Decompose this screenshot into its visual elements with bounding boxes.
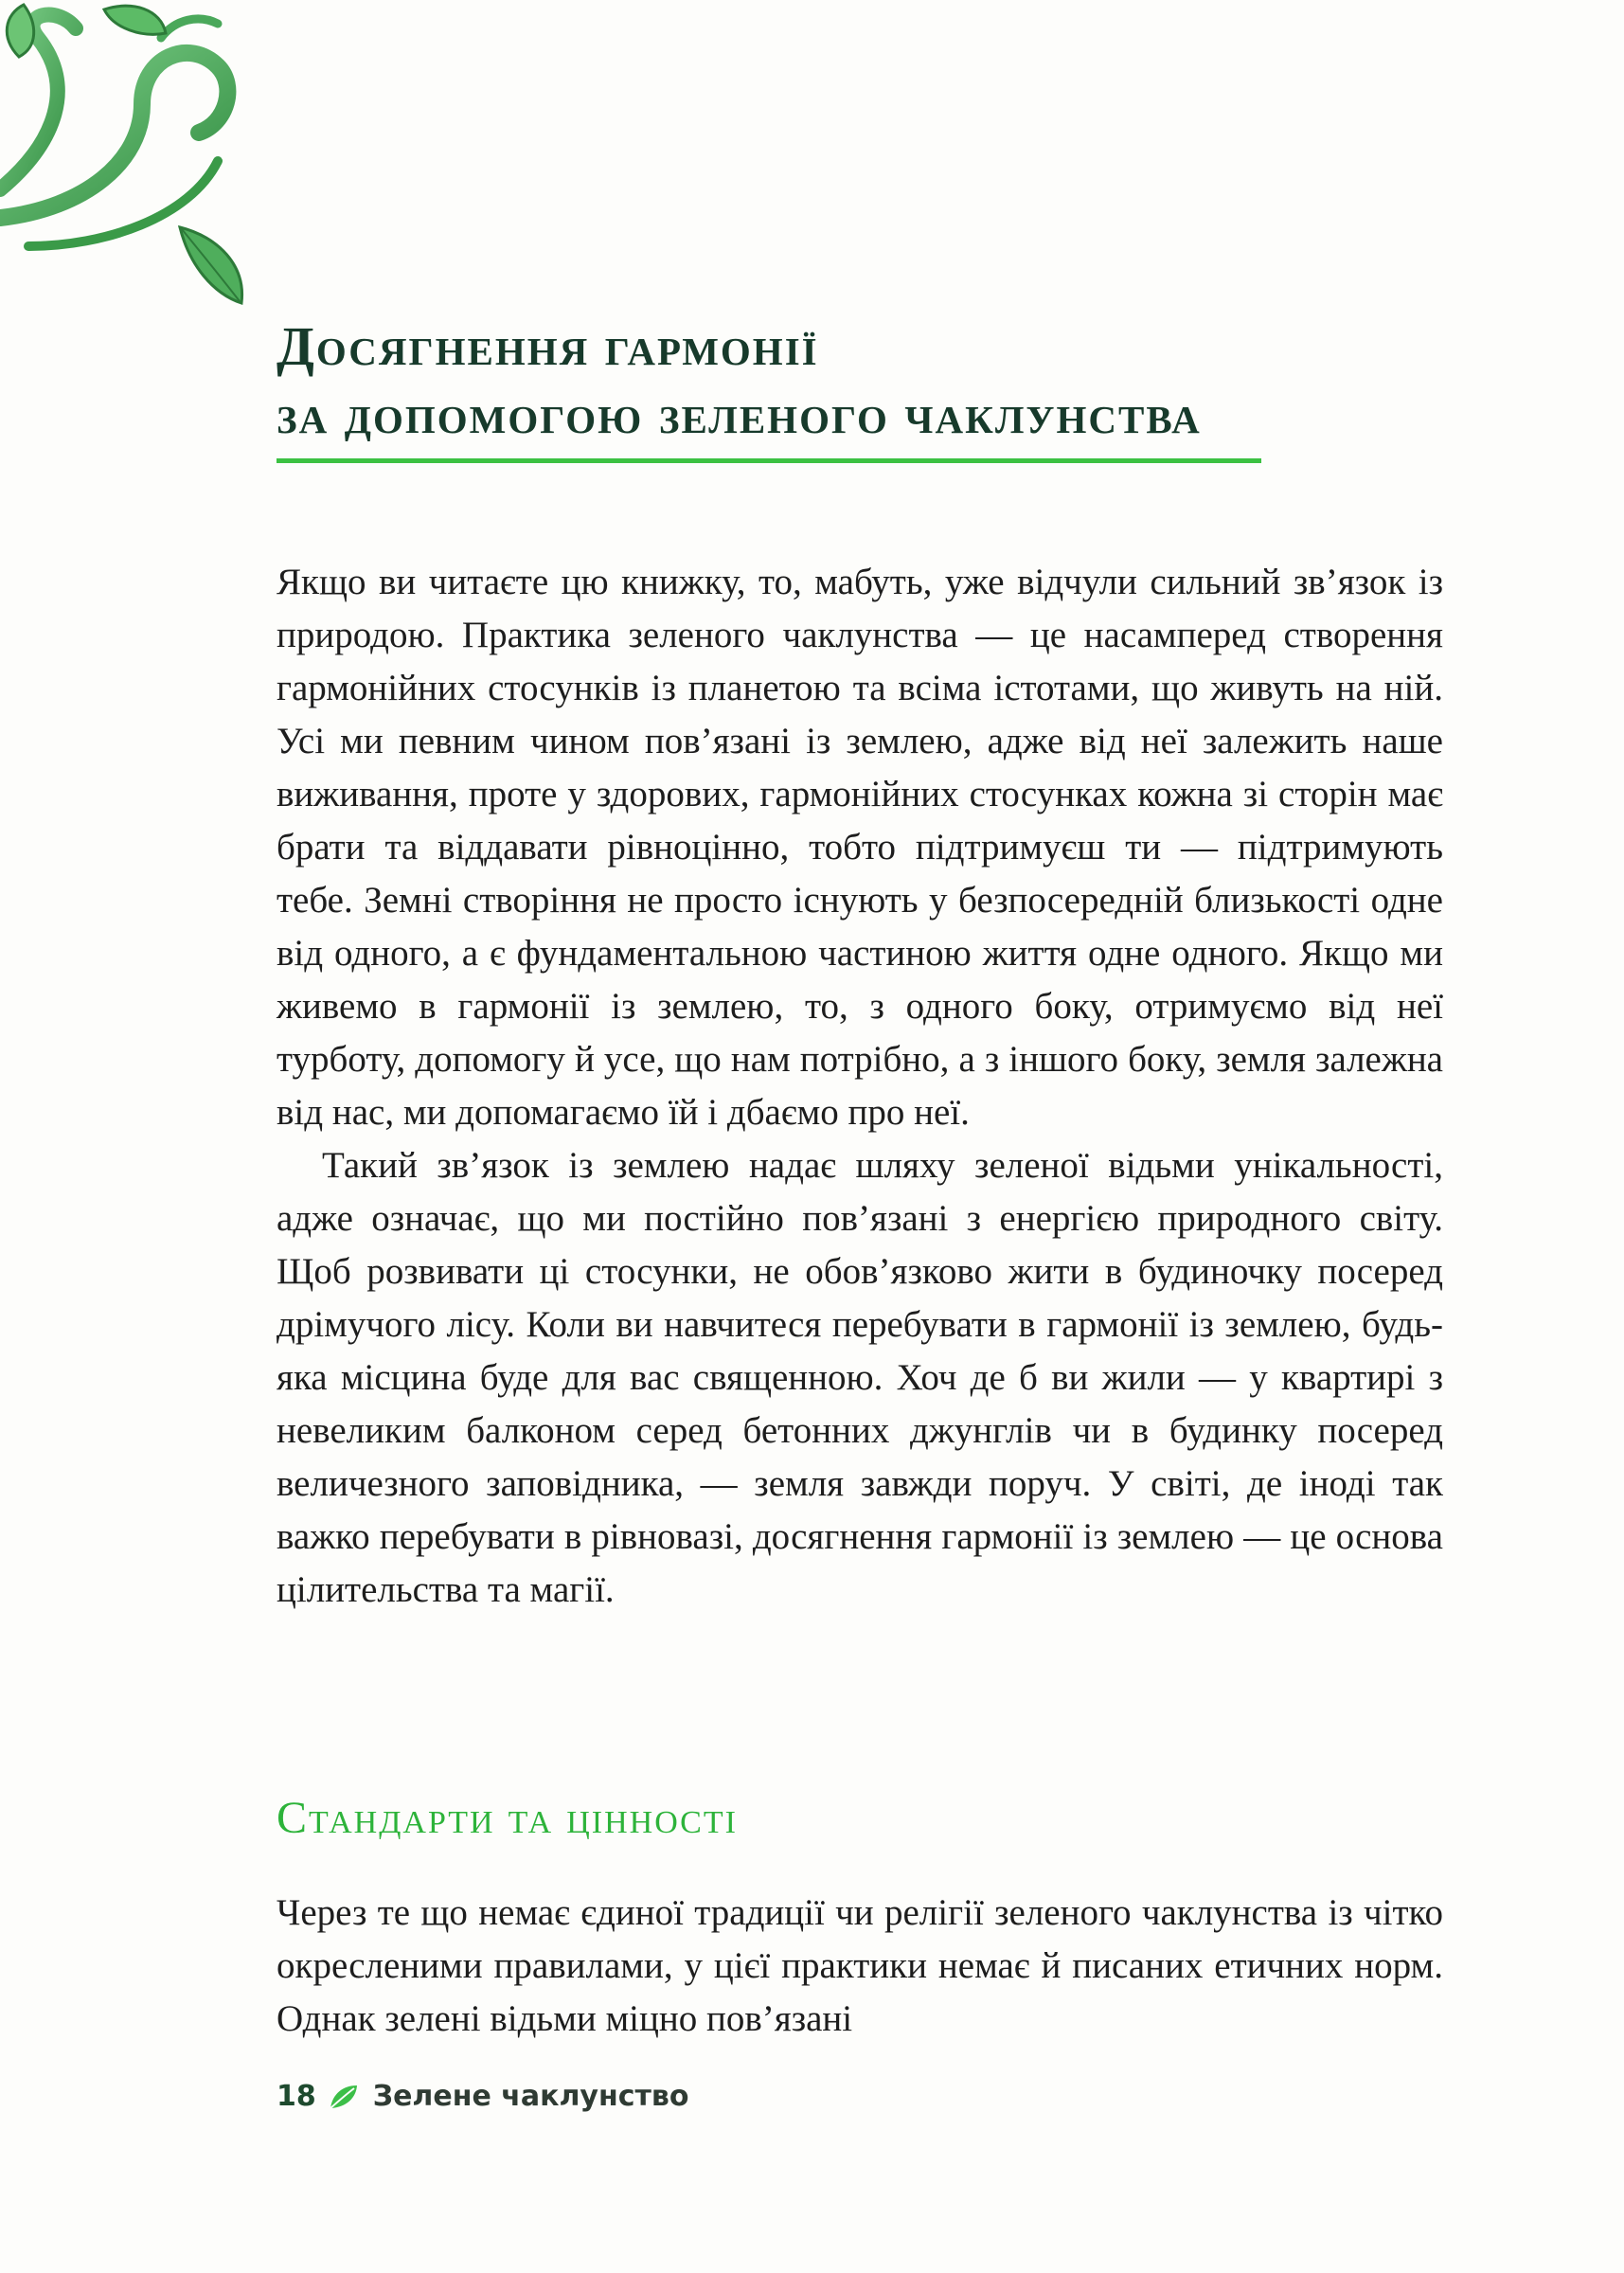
section-paragraph: Через те що немає єдиної традиції чи релігії зеленого чаклунства із чітко окресленими правилами, у цієї практики немає й писаних етичних норм. Однак зелені відьми міцно пов’язані	[277, 1892, 1443, 2039]
page-number: 18	[277, 2080, 316, 2113]
body-paragraph: Такий зв’язок із землею надає шляху зеленої відьми унікальності, адже означає, що ми постійно пов’язані з енергією природного світу. Щоб розвивати ці стосунки, не обов’язково жити в будиночку посеред дрімучого лісу. Коли ви навчитеся перебувати в гармонії із землею, будь-яка місцина буде для вас священною. Хоч де б ви жили — у квартирі з невеликим балконом серед бетонних джунглів чи в будинку посеред величезного заповідника, — земля завжди поруч. У світі, де іноді так важко перебувати в рівновазі, досягнення гармонії із землею — це основа цілительства та магії.	[277, 1145, 1443, 1610]
chapter-body	[277, 556, 1443, 1617]
chapter-title	[277, 313, 1261, 449]
chapter-title-line1: Досягнення гармонії	[277, 315, 819, 377]
section-body	[277, 1887, 1443, 2046]
section-heading: Стандарти та цінності	[277, 1793, 738, 1843]
vine-ornament-icon	[0, 0, 265, 322]
page-footer	[277, 2080, 688, 2113]
body-paragraph: Якщо ви читаєте цю книжку, то, мабуть, уже відчули сильний зв’язок із природою. Практика зеленого чаклунства — це насамперед створення гармонійних стосунків із планетою та всіма істотами, що живуть на ній. Усі ми певним чином пов’язані із землею, адже від неї залежить наше виживання, проте у здорових, гармонійних стосунках кожна зі сторін має брати та віддавати рівноцінно, тобто підтримуєш ти — підтримують тебе. Земні створіння не просто існують у безпосередній близькості одне від одного, а є фундаментальною частиною життя одне одного. Якщо ми живемо в гармонії із землею, то, з одного боку, отримуємо від неї турботу, допомогу й усе, що нам потрібно, а з іншого боку, земля залежна від нас, ми допомагаємо їй і дбаємо про неї.	[277, 562, 1443, 1133]
leaf-icon	[328, 2083, 360, 2111]
chapter-title-line2: за допомогою зеленого чаклунства	[277, 384, 1202, 445]
title-underline	[277, 458, 1261, 463]
book-title: Зелене чаклунство	[372, 2080, 689, 2113]
